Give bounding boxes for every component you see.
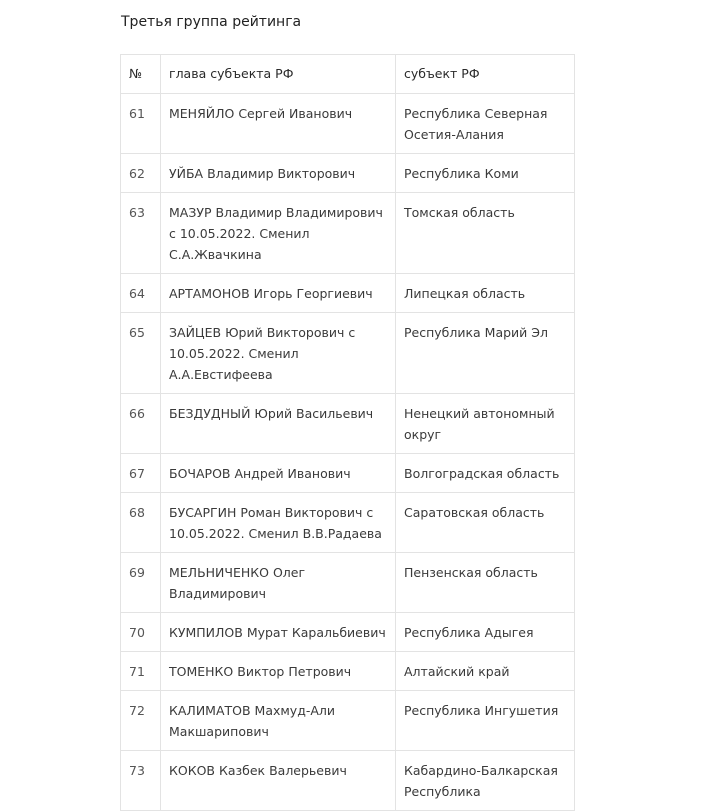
row-head: МЕЛЬНИЧЕНКО Олег Владимирович bbox=[161, 553, 396, 613]
table-row bbox=[121, 751, 575, 811]
row-subject: Саратовская область bbox=[396, 493, 575, 553]
row-num: 67 bbox=[121, 454, 161, 493]
row-subject: Республика Коми bbox=[396, 154, 575, 193]
row-head: МАЗУР Владимир Владимирович с 10.05.2022. Сменил С.А.Жвачкина bbox=[161, 193, 396, 274]
row-head: БОЧАРОВ Андрей Иванович bbox=[161, 454, 396, 493]
rating-table bbox=[120, 54, 575, 811]
row-head: МЕНЯЙЛО Сергей Иванович bbox=[161, 94, 396, 154]
row-num: 65 bbox=[121, 313, 161, 394]
row-head: КАЛИМАТОВ Махмуд-Али Макшарипович bbox=[161, 691, 396, 751]
table-header-row bbox=[121, 55, 575, 94]
row-num: 64 bbox=[121, 274, 161, 313]
row-num: 62 bbox=[121, 154, 161, 193]
row-num: 70 bbox=[121, 613, 161, 652]
table-row bbox=[121, 313, 575, 394]
row-head: КОКОВ Казбек Валерьевич bbox=[161, 751, 396, 811]
row-subject: Республика Ингушетия bbox=[396, 691, 575, 751]
table-row bbox=[121, 193, 575, 274]
section-heading: Третья группа рейтинга bbox=[121, 14, 302, 30]
row-head: ЗАЙЦЕВ Юрий Викторович с 10.05.2022. Сменил А.А.Евстифеева bbox=[161, 313, 396, 394]
table-row bbox=[121, 154, 575, 193]
row-num: 71 bbox=[121, 652, 161, 691]
table-row bbox=[121, 394, 575, 454]
row-num: 69 bbox=[121, 553, 161, 613]
row-num: 73 bbox=[121, 751, 161, 811]
row-num: 68 bbox=[121, 493, 161, 553]
row-subject: Ненецкий автономный округ bbox=[396, 394, 575, 454]
row-num: 72 bbox=[121, 691, 161, 751]
header-num: № bbox=[121, 55, 161, 94]
table-row bbox=[121, 553, 575, 613]
header-subject: субъект РФ bbox=[396, 55, 575, 94]
row-subject: Волгоградская область bbox=[396, 454, 575, 493]
table-row bbox=[121, 274, 575, 313]
table-row bbox=[121, 94, 575, 154]
row-num: 63 bbox=[121, 193, 161, 274]
row-subject: Пензенская область bbox=[396, 553, 575, 613]
row-subject: Алтайский край bbox=[396, 652, 575, 691]
row-subject: Республика Адыгея bbox=[396, 613, 575, 652]
row-head: УЙБА Владимир Викторович bbox=[161, 154, 396, 193]
row-head: КУМПИЛОВ Мурат Каральбиевич bbox=[161, 613, 396, 652]
row-subject: Кабардино-Балкарская Республика bbox=[396, 751, 575, 811]
table-row bbox=[121, 652, 575, 691]
table-row bbox=[121, 691, 575, 751]
row-head: АРТАМОНОВ Игорь Георгиевич bbox=[161, 274, 396, 313]
row-subject: Липецкая область bbox=[396, 274, 575, 313]
row-head: ТОМЕНКО Виктор Петрович bbox=[161, 652, 396, 691]
row-subject: Республика Северная Осетия-Алания bbox=[396, 94, 575, 154]
row-head: БУСАРГИН Роман Викторович с 10.05.2022. Сменил В.В.Радаева bbox=[161, 493, 396, 553]
table-row bbox=[121, 454, 575, 493]
row-num: 61 bbox=[121, 94, 161, 154]
row-head: БЕЗДУДНЫЙ Юрий Васильевич bbox=[161, 394, 396, 454]
row-num: 66 bbox=[121, 394, 161, 454]
row-subject: Республика Марий Эл bbox=[396, 313, 575, 394]
table-row bbox=[121, 493, 575, 553]
header-head: глава субъекта РФ bbox=[161, 55, 396, 94]
row-subject: Томская область bbox=[396, 193, 575, 274]
table-row bbox=[121, 613, 575, 652]
